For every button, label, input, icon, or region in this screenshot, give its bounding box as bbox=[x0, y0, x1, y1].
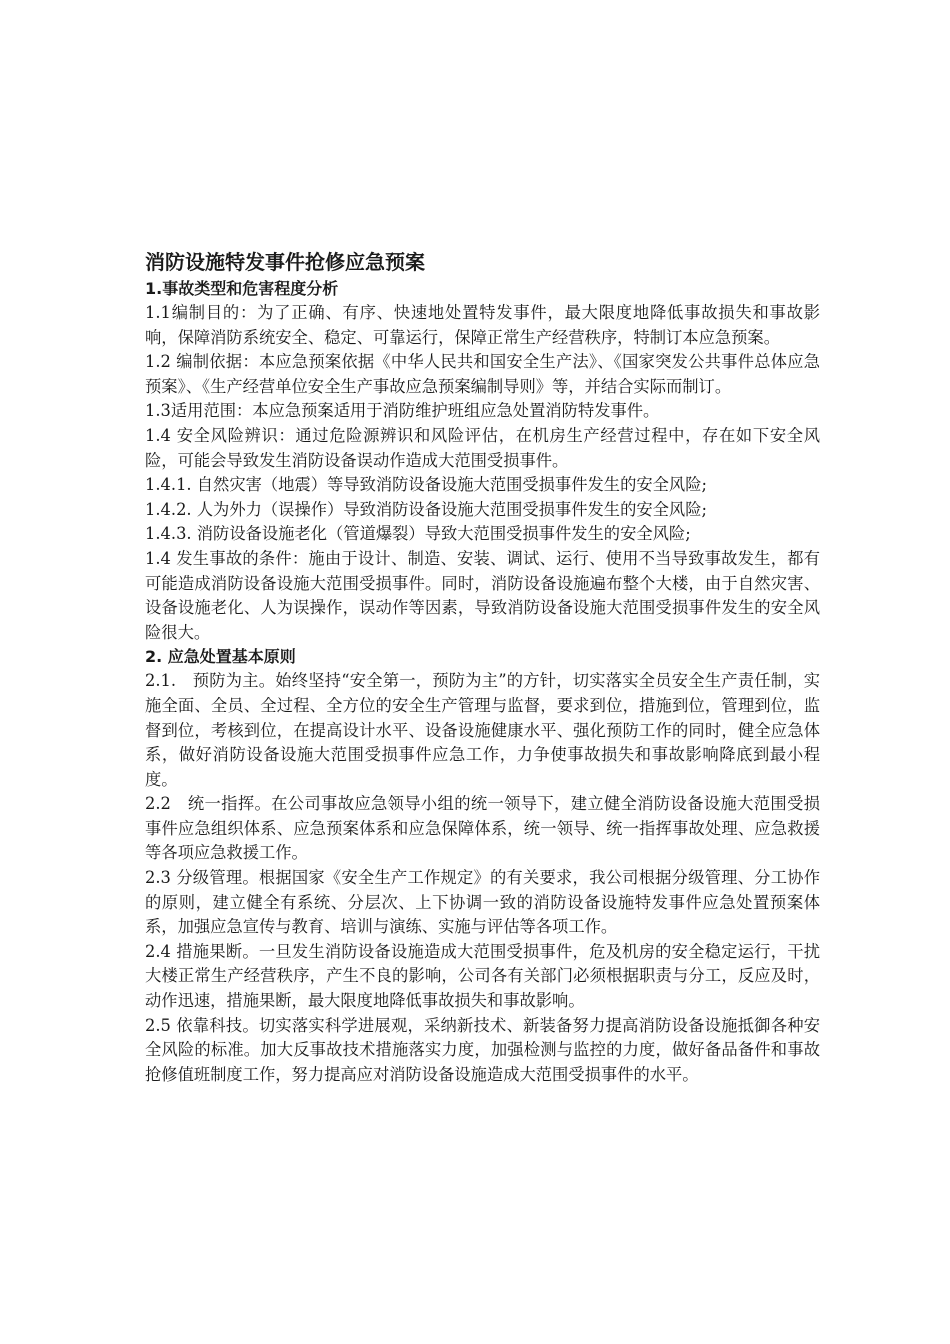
paragraph-2-2: 2.2 统一指挥。在公司事故应急领导小组的统一领导下，建立健全消防设备设施大范围受损事件应急组织体系、应急预案体系和应急保障体系，统一领导、统一指挥事故处理、应急救援等各项应急救援工作。 bbox=[145, 794, 820, 863]
paragraph-1-5: 1.4 发生事故的条件：施由于设计、制造、安装、调试、运行、使用不当导致事故发生，都有可能造成消防设备设施大范围受损事件。同时，消防设备设施遍布整个大楼，由于自然灾害、设备设施老化、人为误操作，误动作等因素，导致消防设备设施大范围受损事件发生的安全风险很大。 bbox=[145, 548, 820, 642]
paragraph-1-4-3: 1.4.3. 消防设备设施老化（管道爆裂）导致大范围受损事件发生的安全风险; bbox=[145, 524, 691, 544]
paragraph-2-1: 2.1. 预防为主。始终坚持“安全第一，预防为主”的方针，切实落实全员安全生产责任制，实施全面、全员、全过程、全方位的安全生产管理与监督，要求到位，措施到位，管理到位，监督到位，考核到位，在提高设计水平、设备设施健康水平、强化预防工作的同时，健全应急体系，做好消防设备设施大范围受损事件应急工作，力争使事故损失和事故影响降底到最小程度。 bbox=[145, 671, 820, 789]
paragraph-1-1: 1.1编制目的：为了正确、有序、快速地处置特发事件，最大限度地降低事故损失和事故影响，保障消防系统安全、稳定、可靠运行，保障正常生产经营秩序，特制订本应急预案。 bbox=[145, 303, 820, 347]
section-heading-2: 2. 应急处置基本原则 bbox=[145, 647, 296, 667]
document-title: 消防设施特发事件抢修应急预案 bbox=[145, 250, 425, 274]
paragraph-2-5: 2.5 依靠科技。切实落实科学进展观，采纳新技术、新装备努力提高消防设备设施抵御各种安全风险的标准。加大反事故技术措施落实力度，加强检测与监控的力度，做好备品备件和事故抢修值班制度工作，努力提高应对消防设备设施造成大范围受损事件的水平。 bbox=[145, 1015, 820, 1084]
document-page bbox=[145, 247, 820, 1087]
paragraph-1-4: 1.4 安全风险辨识：通过危险源辨识和风险评估，在机房生产经营过程中，存在如下安全风险，可能会导致发生消防设备误动作造成大范围受损事件。 bbox=[145, 425, 820, 470]
paragraph-1-4-2: 1.4.2. 人为外力（误操作）导致消防设备设施大范围受损事件发生的安全风险; bbox=[145, 499, 707, 519]
paragraph-1-2: 1.2 编制依据：本应急预案依据《中华人民共和国安全生产法》、《国家突发公共事件总体应急预案》、《生产经营单位安全生产事故应急预案编制导则》等，并结合实际而制订。 bbox=[145, 352, 820, 396]
paragraph-1-3: 1.3适用范围：本应急预案适用于消防维护班组应急处置消防特发事件。 bbox=[145, 401, 660, 421]
paragraph-2-4: 2.4 措施果断。一旦发生消防设备设施造成大范围受损事件，危及机房的安全稳定运行，干扰大楼正常生产经营秩序，产生不良的影响，公司各有关部门必须根据职责与分工，反应及时，动作迅速，措施果断，最大限度地降低事故损失和事故影响。 bbox=[145, 941, 820, 1011]
section-heading-1: 1.事故类型和危害程度分析 bbox=[145, 279, 339, 298]
paragraph-1-4-1: 1.4.1. 自然灾害（地震）等导致消防设备设施大范围受损事件发生的安全风险; bbox=[145, 475, 707, 495]
paragraph-2-3: 2.3 分级管理。根据国家《安全生产工作规定》的有关要求，我公司根据分级管理、分工协作的原则，建立健全有系统、分层次、上下协调一致的消防设备设施特发事件应急处置预案体系，加强应急宣传与教育、培训与演练、实施与评估等各项工作。 bbox=[145, 868, 820, 937]
